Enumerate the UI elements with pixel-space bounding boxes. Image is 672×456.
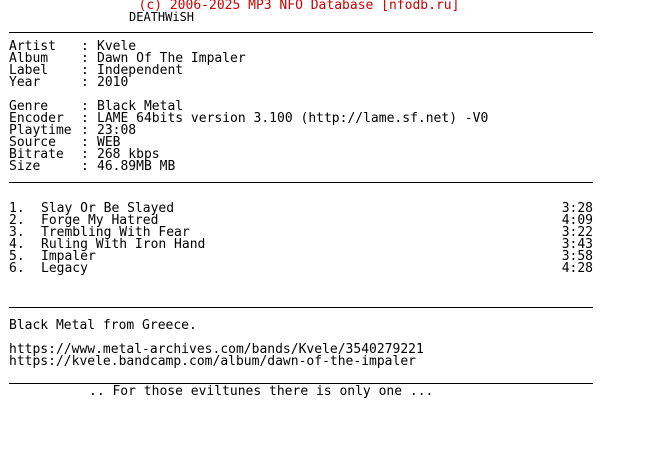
track-number: 2. bbox=[9, 213, 25, 228]
track-number: 5. bbox=[9, 249, 25, 264]
tech-value: LAME 64bits version 3.100 (http://lame.sf.net) -V0 bbox=[97, 111, 489, 126]
tech-value: WEB bbox=[97, 135, 121, 150]
divider-top bbox=[9, 32, 593, 33]
release-group-name: DEATHWiSH bbox=[129, 10, 195, 24]
info-key: Year bbox=[9, 75, 41, 90]
divider-notes-top bbox=[9, 307, 593, 308]
track-row bbox=[9, 263, 593, 275]
footer-tagline: .. For those eviltunes there is only one ... bbox=[89, 384, 434, 399]
tech-key: Size bbox=[9, 159, 41, 174]
track-duration: 3:43 bbox=[561, 237, 593, 252]
notes-link-metal-archives: https://www.metal-archives.com/bands/Kvele/3540279221 bbox=[9, 342, 424, 357]
info-key: Label bbox=[9, 63, 49, 78]
track-duration: 3:58 bbox=[561, 249, 593, 264]
tech-value: 268 kbps bbox=[97, 147, 160, 162]
tech-separator: : bbox=[81, 99, 89, 114]
copyright-header: (c) 2006-2025 MP3 NFO Database [nfodb.ru] bbox=[138, 0, 460, 13]
tech-value: Black Metal bbox=[97, 99, 184, 114]
track-duration: 3:28 bbox=[561, 201, 593, 216]
info-separator: : bbox=[81, 75, 89, 90]
track-title: Slay Or Be Slayed bbox=[41, 201, 175, 216]
info-value: Independent bbox=[97, 63, 184, 78]
tech-key: Genre bbox=[9, 99, 49, 114]
track-duration: 4:09 bbox=[561, 213, 593, 228]
tech-row-size bbox=[9, 161, 609, 173]
nfo-document bbox=[9, 0, 609, 398]
tech-separator: : bbox=[81, 159, 89, 174]
info-separator: : bbox=[81, 63, 89, 78]
tech-value: 23:08 bbox=[97, 123, 137, 138]
info-value: 2010 bbox=[97, 75, 129, 90]
info-separator: : bbox=[81, 51, 89, 66]
tech-key: Bitrate bbox=[9, 147, 64, 162]
tech-key: Source bbox=[9, 135, 56, 150]
track-number: 3. bbox=[9, 225, 25, 240]
tech-separator: : bbox=[81, 111, 89, 126]
tech-separator: : bbox=[81, 123, 89, 138]
info-value: Dawn Of The Impaler bbox=[97, 51, 246, 66]
track-number: 6. bbox=[9, 261, 25, 276]
notes-description: Black Metal from Greece. bbox=[9, 318, 197, 333]
tech-key: Encoder bbox=[9, 111, 64, 126]
info-row-year bbox=[9, 77, 609, 89]
tracklist bbox=[9, 203, 609, 275]
info-value: Kvele bbox=[97, 39, 137, 54]
tech-separator: : bbox=[81, 135, 89, 150]
track-row bbox=[9, 239, 593, 251]
release-info bbox=[9, 41, 609, 89]
track-title: Legacy bbox=[41, 261, 88, 276]
track-row bbox=[9, 251, 593, 263]
track-title: Ruling With Iron Hand bbox=[41, 237, 206, 252]
tech-value: 46.89MB MB bbox=[97, 159, 176, 174]
track-title: Forge My Hatred bbox=[41, 213, 159, 228]
release-notes bbox=[9, 320, 609, 368]
track-title: Trembling With Fear bbox=[41, 225, 190, 240]
divider-tracklist-top bbox=[9, 182, 593, 183]
notes-link-bandcamp: https://kvele.bandcamp.com/album/dawn-of-the-impaler bbox=[9, 354, 416, 369]
tech-separator: : bbox=[81, 147, 89, 162]
track-title: Impaler bbox=[41, 249, 96, 264]
track-duration: 4:28 bbox=[561, 261, 593, 276]
track-number: 1. bbox=[9, 201, 25, 216]
technical-info bbox=[9, 101, 609, 173]
info-separator: : bbox=[81, 39, 89, 54]
tech-key: Playtime bbox=[9, 123, 72, 138]
info-key: Artist bbox=[9, 39, 56, 54]
info-key: Album bbox=[9, 51, 49, 66]
track-number: 4. bbox=[9, 237, 25, 252]
track-duration: 3:22 bbox=[561, 225, 593, 240]
